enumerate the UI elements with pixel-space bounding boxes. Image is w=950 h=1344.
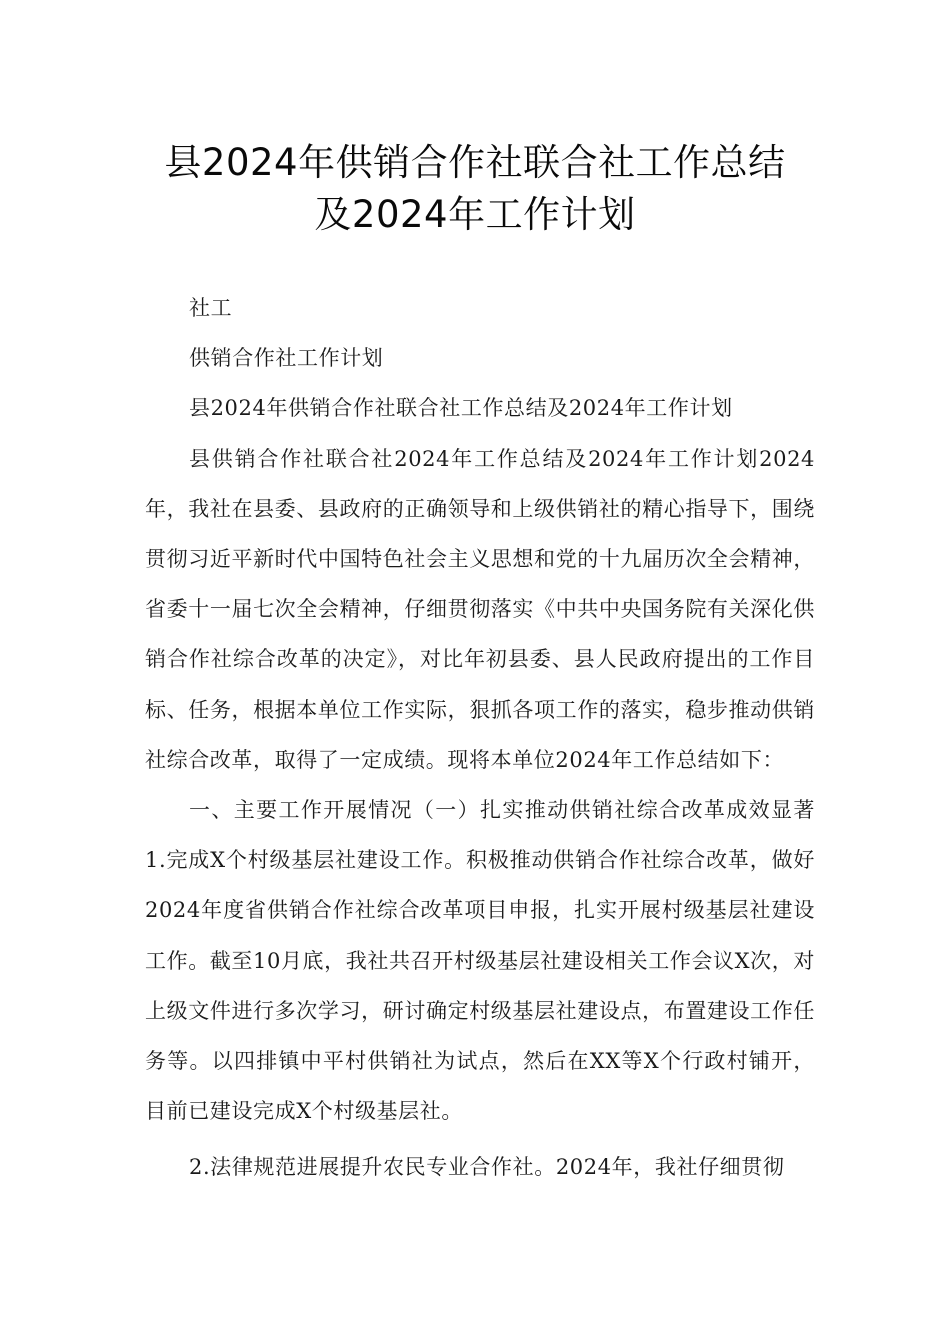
- paragraph-section-2: 2.法律规范进展提升农民专业合作社。2024年，我社仔细贯彻: [189, 1155, 785, 1180]
- paragraph-subcategory: 供销合作社工作计划: [189, 346, 384, 371]
- paragraph-section-1: 一、主要工作开展情况（一）扎实推动供销社综合改革成效显著1.完成X个村级基层社建设工作。积极推动供销合作社综合改革，做好2024年度省供销合作社综合改革项目申报，扎实开展村级基层社建设工作。截至10月底，我社共召开村级基层社建设相关工作会议X次，对上级文件进行多次学习，研讨确定村级基层社建设点，布置建设工作任务等。以四排镇中平村供销社为试点，然后在XX等X个行政村铺开，目前已建设完成X个村级基层社。: [145, 798, 815, 1124]
- document-title-line1: 县2024年供销合作社联合社工作总结: [164, 141, 786, 184]
- paragraph-category: 社工: [189, 296, 233, 320]
- paragraph-heading: 县2024年供销合作社联合社工作总结及2024年工作计划: [189, 396, 733, 421]
- document-title-line2: 及2024年工作计划: [314, 193, 636, 236]
- document-body: [145, 283, 815, 1193]
- paragraph-intro: 县供销合作社联合社2024年工作总结及2024年工作计划2024年，我社在县委、县政府的正确领导和上级供销社的精心指导下，围绕贯彻习近平新时代中国特色社会主义思想和党的十九届历次全会精神，省委十一届七次全会精神，仔细贯彻落实《中共中央国务院有关深化供销合作社综合改革的决定》，对比年初县委、县人民政府提出的工作目标、任务，根据本单位工作实际，狠抓各项工作的落实，稳步推动供销社综合改革，取得了一定成绩。现将本单位2024年工作总结如下：: [145, 446, 815, 772]
